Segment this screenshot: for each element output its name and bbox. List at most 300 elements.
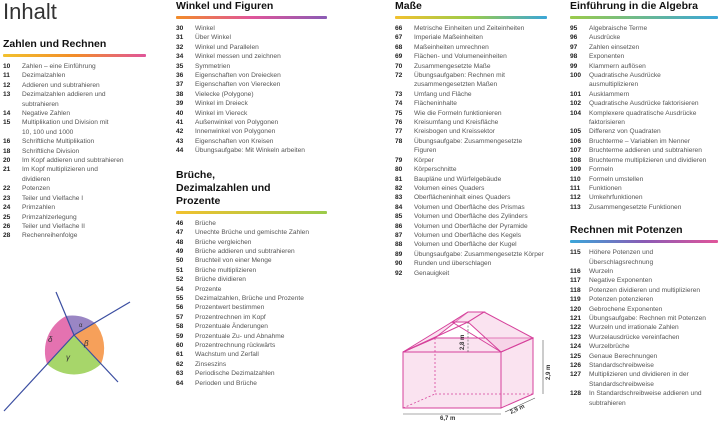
toc-entry[interactable] — [176, 256, 331, 265]
section-title: Winkel und Figuren — [176, 0, 274, 12]
page-number: 120 — [570, 305, 582, 313]
page-number: 128 — [570, 390, 582, 398]
column-3 — [395, 0, 550, 278]
page-number: 44 — [176, 147, 184, 155]
page-number: 77 — [395, 128, 403, 136]
toc-entry[interactable] — [395, 127, 550, 136]
toc-entry[interactable] — [395, 90, 550, 99]
toc-entry[interactable] — [395, 231, 550, 240]
toc-entry[interactable] — [3, 222, 153, 231]
page-number: 16 — [3, 138, 11, 146]
entry-title: Negative Zahlen — [22, 110, 71, 118]
page-number: 124 — [570, 343, 582, 351]
entry-title: Körperschnitte — [414, 166, 457, 174]
entry-title: Übungsaufgabe: Zusammengesetzte Körper — [414, 250, 544, 258]
entry-title: Potenzen potenzieren — [589, 296, 654, 304]
entry-title: Algebraische Terme — [589, 25, 648, 32]
entry-title: Unechte Brüche und gemischte Zahlen — [195, 229, 309, 237]
column-2 — [176, 0, 331, 388]
page-number: 82 — [395, 184, 403, 192]
page-number: 123 — [570, 333, 582, 341]
page-number: 13 — [3, 91, 11, 99]
toc-entry[interactable] — [570, 370, 720, 389]
toc-entry[interactable] — [395, 71, 550, 90]
page-number: 10 — [3, 63, 11, 70]
toc-entry[interactable] — [570, 156, 720, 165]
entry-title: Übungsaufgabe: Mit Winkeln arbeiten — [195, 147, 305, 155]
toc-entry[interactable] — [176, 285, 331, 294]
toc-entry[interactable] — [176, 137, 331, 146]
entry-title: Genaue Berechnungen — [589, 352, 658, 360]
page-number: 55 — [176, 294, 184, 302]
entry-title: Teiler und Vielfache II — [22, 222, 85, 230]
page-number: 48 — [176, 238, 184, 246]
page-number: 47 — [176, 229, 184, 237]
page-number: 101 — [570, 90, 582, 98]
toc-entry[interactable] — [570, 137, 720, 146]
page-number: 99 — [570, 62, 578, 70]
toc-entry[interactable] — [570, 203, 720, 212]
toc-entry[interactable] — [395, 269, 550, 278]
entry-title: Bruchterme multiplizieren und dividieren — [589, 156, 707, 164]
entry-title: Funktionen — [589, 184, 622, 192]
toc-entry[interactable] — [176, 52, 331, 61]
toc-list — [3, 62, 153, 241]
page-number: 56 — [176, 304, 184, 312]
page-number: 116 — [570, 267, 581, 275]
section-color-bar — [570, 16, 718, 19]
toc-entry[interactable] — [395, 24, 550, 33]
entry-title: Potenzen — [22, 185, 50, 193]
entry-title: Im Kopf multiplizieren und dividieren — [22, 166, 98, 183]
entry-title: Flächeninhalte — [414, 100, 457, 108]
entry-title: Übungsaufgabe: Rechnen mit Potenzen — [589, 314, 706, 322]
entry-title: Differenz von Quadraten — [589, 128, 661, 136]
toc-entry[interactable] — [3, 71, 153, 80]
entry-title: Körper — [414, 156, 434, 164]
page-number: 11 — [3, 72, 10, 80]
toc-entry[interactable] — [570, 52, 720, 61]
entry-title: Multiplizieren und dividieren in der Standardschreibweise — [589, 371, 689, 388]
page-number: 59 — [176, 332, 184, 340]
toc-list — [395, 24, 550, 278]
toc-entry[interactable] — [570, 305, 720, 314]
page-number: 40 — [176, 109, 184, 117]
toc-entry[interactable] — [176, 369, 331, 378]
entry-title: Potenzen dividieren und multiplizieren — [589, 286, 701, 294]
page-number: 117 — [570, 277, 581, 285]
entry-title: Dezimalzahlen — [22, 72, 66, 80]
page-number: 76 — [395, 119, 403, 127]
entry-title: Prozentuale Änderungen — [195, 323, 268, 331]
page-number: 100 — [570, 72, 582, 80]
entry-title: Kreisbogen und Kreissektor — [414, 128, 496, 136]
entry-title: Volumen und Oberfläche des Kegels — [414, 231, 522, 239]
section-algebra — [570, 0, 720, 212]
page-number: 24 — [3, 204, 11, 212]
toc-entry[interactable] — [395, 250, 550, 259]
toc-entry[interactable] — [176, 303, 331, 312]
toc-entry[interactable] — [176, 350, 331, 359]
page-number: 38 — [176, 90, 184, 98]
entry-title: Quadratische Ausdrücke faktorisieren — [589, 100, 699, 108]
toc-entry[interactable] — [176, 341, 331, 350]
toc-entry[interactable] — [3, 184, 153, 193]
entry-title: Bruchterme – Variablen im Nenner — [589, 137, 691, 145]
page-number: 21 — [3, 166, 11, 174]
section-color-bar — [176, 211, 327, 214]
toc-entry[interactable] — [395, 165, 550, 174]
toc-entry[interactable] — [570, 24, 720, 33]
toc-entry[interactable] — [395, 109, 550, 118]
box-figure — [395, 300, 555, 421]
page-number: 122 — [570, 324, 582, 332]
entry-title: Volumen und Oberfläche der Pyramide — [414, 222, 528, 230]
toc-entry[interactable] — [570, 323, 720, 332]
page-number: 14 — [3, 110, 11, 118]
toc-entry[interactable] — [3, 194, 153, 203]
width-label: 6,7 m — [440, 416, 456, 421]
entry-title: Übungsaufgabe: Zusammengesetzte Figuren — [414, 137, 523, 155]
entry-title: Oberflächeninhalt eines Quaders — [414, 194, 511, 202]
entry-title: Standardschreibweise — [589, 362, 654, 369]
toc-entry[interactable] — [395, 175, 550, 184]
toc-entry[interactable] — [395, 203, 550, 212]
depth-label: 2,9 m — [509, 403, 526, 416]
height-label: 2,8 m — [460, 334, 466, 350]
toc-entry[interactable] — [176, 109, 331, 118]
entry-title: Prozentwert bestimmen — [195, 304, 265, 312]
section-brueche — [176, 169, 331, 388]
toc-entry[interactable] — [395, 137, 550, 156]
entry-title: Zinseszins — [195, 360, 227, 368]
toc-entry[interactable] — [570, 127, 720, 136]
gamma-label: γ — [66, 353, 70, 362]
entry-title: In Standardschreibweise addieren und subtrahieren — [589, 390, 702, 407]
entry-title: Genauigkeit — [414, 269, 450, 277]
page-number: 12 — [3, 81, 11, 89]
delta-label: δ — [48, 335, 53, 344]
entry-title: Dezimalzahlen addieren und subtrahieren — [22, 91, 106, 108]
toc-list — [570, 248, 720, 408]
page-number: 25 — [3, 213, 11, 221]
entry-title: Metrische Einheiten und Zeiteinheiten — [414, 25, 525, 32]
toc-entry[interactable] — [570, 175, 720, 184]
page-number: 68 — [395, 43, 403, 51]
entry-title: Eigenschaften von Kreisen — [195, 137, 274, 145]
section-title: Einführung in die Algebra — [570, 0, 698, 12]
toc-entry[interactable] — [176, 127, 331, 136]
toc-entry[interactable] — [395, 259, 550, 268]
toc-entry[interactable] — [3, 156, 153, 165]
toc-entry[interactable] — [395, 193, 550, 202]
section-zahlen — [3, 38, 153, 241]
toc-entry[interactable] — [176, 99, 331, 108]
entry-title: Runden und überschlagen — [414, 260, 492, 268]
section-winkel — [176, 0, 331, 156]
toc-entry[interactable] — [570, 352, 720, 361]
toc-entry[interactable] — [570, 146, 720, 155]
entry-title: Multiplikation und Division mit 10, 100 und 1000 — [22, 119, 109, 136]
toc-entry[interactable] — [176, 275, 331, 284]
entry-title: Über Winkel — [195, 34, 231, 42]
section-color-bar — [570, 240, 718, 243]
entry-title: Periodische Dezimalzahlen — [195, 370, 275, 378]
page-number: 60 — [176, 341, 184, 349]
entry-title: Innenwinkel von Polygonen — [195, 128, 276, 136]
entry-title: Kreisumfang und Kreisfläche — [414, 119, 499, 127]
toc-entry[interactable] — [570, 389, 720, 408]
toc-entry[interactable] — [570, 361, 720, 370]
toc-entry[interactable] — [176, 90, 331, 99]
toc-entry[interactable] — [176, 219, 331, 228]
page-number: 95 — [570, 25, 578, 32]
page-number: 39 — [176, 100, 184, 108]
entry-title: Exponenten — [589, 53, 625, 61]
toc-entry[interactable] — [176, 71, 331, 80]
toc-entry[interactable] — [570, 33, 720, 42]
toc-list — [176, 24, 331, 156]
column-1 — [3, 0, 153, 241]
toc-entry[interactable] — [3, 118, 153, 137]
entry-title: Brüche addieren und subtrahieren — [195, 247, 295, 255]
toc-entry[interactable] — [176, 247, 331, 256]
entry-title: Perioden und Brüche — [195, 379, 257, 387]
page-number: 42 — [176, 128, 184, 136]
page-number: 125 — [570, 352, 582, 360]
entry-title: Gebrochene Exponenten — [589, 305, 663, 313]
page-number: 105 — [570, 128, 582, 136]
page-number: 84 — [395, 203, 403, 211]
page-number: 31 — [176, 34, 184, 42]
section-color-bar — [176, 16, 327, 19]
toc-entry[interactable] — [570, 286, 720, 295]
toc-entry[interactable] — [176, 322, 331, 331]
toc-entry[interactable] — [570, 165, 720, 174]
toc-entry[interactable] — [176, 360, 331, 369]
page-number: 54 — [176, 285, 184, 293]
toc-entry[interactable] — [570, 248, 720, 267]
entry-title: Ausdrücke — [589, 34, 621, 42]
toc-entry[interactable] — [3, 231, 153, 240]
page-number: 70 — [395, 62, 403, 70]
column-4 — [570, 0, 720, 408]
entry-title: Dezimalzahlen, Brüche und Prozente — [195, 294, 304, 302]
toc-entry[interactable] — [395, 222, 550, 231]
entry-title: Schriftliche Division — [22, 147, 80, 155]
section-title: Zahlen und Rechnen — [3, 38, 107, 50]
page-number: 74 — [395, 100, 403, 108]
toc-entry[interactable] — [570, 71, 720, 90]
toc-entry[interactable] — [176, 62, 331, 71]
entry-title: Übungsaufgaben: Rechnen mit zusammengesetzten Maßen — [414, 72, 505, 89]
entry-title: Prozentrechnen im Kopf — [195, 313, 266, 321]
toc-entry[interactable] — [395, 99, 550, 108]
toc-entry[interactable] — [570, 99, 720, 108]
toc-entry[interactable] — [570, 295, 720, 304]
page-number: 90 — [395, 260, 403, 268]
toc-entry[interactable] — [176, 238, 331, 247]
page-number: 43 — [176, 137, 184, 145]
page-number: 78 — [395, 137, 403, 145]
toc-entry[interactable] — [3, 165, 153, 184]
entry-title: Eigenschaften von Dreiecken — [195, 72, 281, 80]
toc-entry[interactable] — [3, 109, 153, 118]
entry-title: Imperiale Maßeinheiten — [414, 34, 483, 42]
page-number: 36 — [176, 72, 184, 80]
page-number: 75 — [395, 109, 403, 117]
entry-title: Winkel und Parallelen — [195, 43, 259, 51]
toc-entry[interactable] — [176, 332, 331, 341]
toc-entry[interactable] — [570, 342, 720, 351]
toc-entry[interactable] — [570, 109, 720, 128]
toc-entry[interactable] — [570, 333, 720, 342]
entry-title: Höhere Potenzen und Überschlagsrechnung — [589, 249, 654, 266]
page-number: 119 — [570, 296, 581, 304]
toc-entry[interactable] — [395, 212, 550, 221]
page-number: 46 — [176, 219, 184, 227]
page-number: 62 — [176, 360, 184, 368]
toc-entry[interactable] — [176, 294, 331, 303]
page-number: 109 — [570, 166, 582, 174]
toc-entry[interactable] — [570, 314, 720, 323]
alpha-label: α — [79, 323, 83, 329]
page-number: 63 — [176, 370, 184, 378]
entry-title: Wurzeln und irrationale Zahlen — [589, 324, 679, 332]
page-number: 87 — [395, 231, 403, 239]
toc-entry[interactable] — [395, 52, 550, 61]
angles-figure — [0, 282, 150, 421]
section-color-bar — [3, 54, 146, 57]
page-number: 89 — [395, 250, 403, 258]
entry-title: Wachstum und Zerfall — [195, 351, 259, 359]
entry-title: Außenwinkel von Polygonen — [195, 119, 279, 127]
toc-entry[interactable] — [395, 156, 550, 165]
page-number: 110 — [570, 175, 581, 183]
entry-title: Zahlen einsetzen — [589, 43, 640, 51]
toc-entry[interactable] — [3, 203, 153, 212]
entry-title: Winkel im Dreieck — [195, 100, 248, 108]
page-number: 86 — [395, 222, 403, 230]
page-number: 41 — [176, 119, 184, 127]
toc-entry[interactable] — [176, 24, 331, 33]
toc-entry[interactable] — [176, 228, 331, 237]
page-number: 34 — [176, 53, 184, 61]
entry-title: Volumen eines Quaders — [414, 184, 485, 192]
page-number: 23 — [3, 194, 11, 202]
page-number: 50 — [176, 257, 184, 265]
toc-entry[interactable] — [176, 379, 331, 388]
page-number: 58 — [176, 323, 184, 331]
entry-title: Teiler und Vielfache I — [22, 194, 84, 202]
entry-title: Baupläne und Würfelgebäude — [414, 175, 502, 183]
page-number: 64 — [176, 379, 184, 387]
entry-title: Rechenreihenfolge — [22, 232, 78, 240]
toc-entry[interactable] — [395, 240, 550, 249]
toc-entry[interactable] — [570, 43, 720, 52]
toc-entry[interactable] — [176, 33, 331, 42]
toc-list — [570, 24, 720, 212]
entry-title: Brüche — [195, 219, 216, 227]
entry-title: Vielecke (Polygone) — [195, 90, 254, 98]
section-masse — [395, 0, 550, 278]
toc-entry[interactable] — [395, 184, 550, 193]
entry-title: Formeln — [589, 166, 614, 174]
page-number: 30 — [176, 25, 184, 32]
section-title: Brüche, Dezimalzahlen und Prozente — [176, 168, 271, 207]
toc-entry[interactable] — [395, 118, 550, 127]
entry-title: Umfang und Fläche — [414, 90, 472, 98]
toc-entry[interactable] — [570, 62, 720, 71]
entry-title: Wurzelausdrücke vereinfachen — [589, 333, 680, 341]
page-number: 121 — [570, 314, 582, 322]
entry-title: Prozente — [195, 285, 222, 293]
toc-entry[interactable] — [3, 137, 153, 146]
page-number: 96 — [570, 34, 578, 42]
page-number: 73 — [395, 90, 403, 98]
toc-entry[interactable] — [176, 313, 331, 322]
toc-entry[interactable] — [3, 81, 153, 90]
toc-entry[interactable] — [176, 43, 331, 52]
entry-title: Eigenschaften von Vierecken — [195, 81, 281, 89]
toc-entry[interactable] — [176, 118, 331, 127]
box-front-face — [403, 352, 501, 408]
page-number: 126 — [570, 362, 582, 369]
toc-entry[interactable] — [176, 146, 331, 155]
page-number: 115 — [570, 249, 581, 257]
entry-title: Umkehrfunktionen — [589, 194, 643, 202]
page-number: 118 — [570, 286, 581, 294]
page-number: 98 — [570, 53, 578, 61]
toc-entry[interactable] — [3, 213, 153, 222]
entry-title: Primzahlzerlegung — [22, 213, 77, 221]
entry-title: Prozentuale Zu- und Abnahme — [195, 332, 285, 340]
toc-entry[interactable] — [395, 33, 550, 42]
page-number: 72 — [395, 72, 403, 80]
page-number: 52 — [176, 276, 184, 284]
toc-entry[interactable] — [3, 62, 153, 71]
toc-entry[interactable] — [570, 276, 720, 285]
entry-title: Bruchterme addieren und subtrahieren — [589, 147, 702, 155]
entry-title: Winkel — [195, 25, 215, 32]
page-number: 107 — [570, 147, 582, 155]
page-number: 51 — [176, 266, 184, 274]
toc-entry[interactable] — [176, 80, 331, 89]
page-number: 35 — [176, 62, 184, 70]
toc-entry[interactable] — [570, 267, 720, 276]
toc-entry[interactable] — [3, 90, 153, 109]
entry-title: Maßeinheiten umrechnen — [414, 43, 489, 51]
section-title: Maße — [395, 0, 422, 12]
toc-entry[interactable] — [395, 62, 550, 71]
toc-entry[interactable] — [176, 266, 331, 275]
toc-entry[interactable] — [395, 43, 550, 52]
page-number: 32 — [176, 43, 184, 51]
entry-title: Flächen- und Volumeneinheiten — [414, 53, 507, 61]
page-number: 20 — [3, 157, 11, 165]
page-number: 15 — [3, 119, 11, 127]
entry-title: Brüche vergleichen — [195, 238, 252, 246]
entry-title: Schriftliche Multiplikation — [22, 138, 95, 146]
toc-entry[interactable] — [570, 90, 720, 99]
toc-entry[interactable] — [3, 147, 153, 156]
toc-entry[interactable] — [570, 184, 720, 193]
toc-entry[interactable] — [570, 193, 720, 202]
entry-title: Ausklammern — [589, 90, 630, 98]
page-number: 113 — [570, 203, 581, 211]
page-number: 108 — [570, 156, 582, 164]
page-number: 37 — [176, 81, 184, 89]
